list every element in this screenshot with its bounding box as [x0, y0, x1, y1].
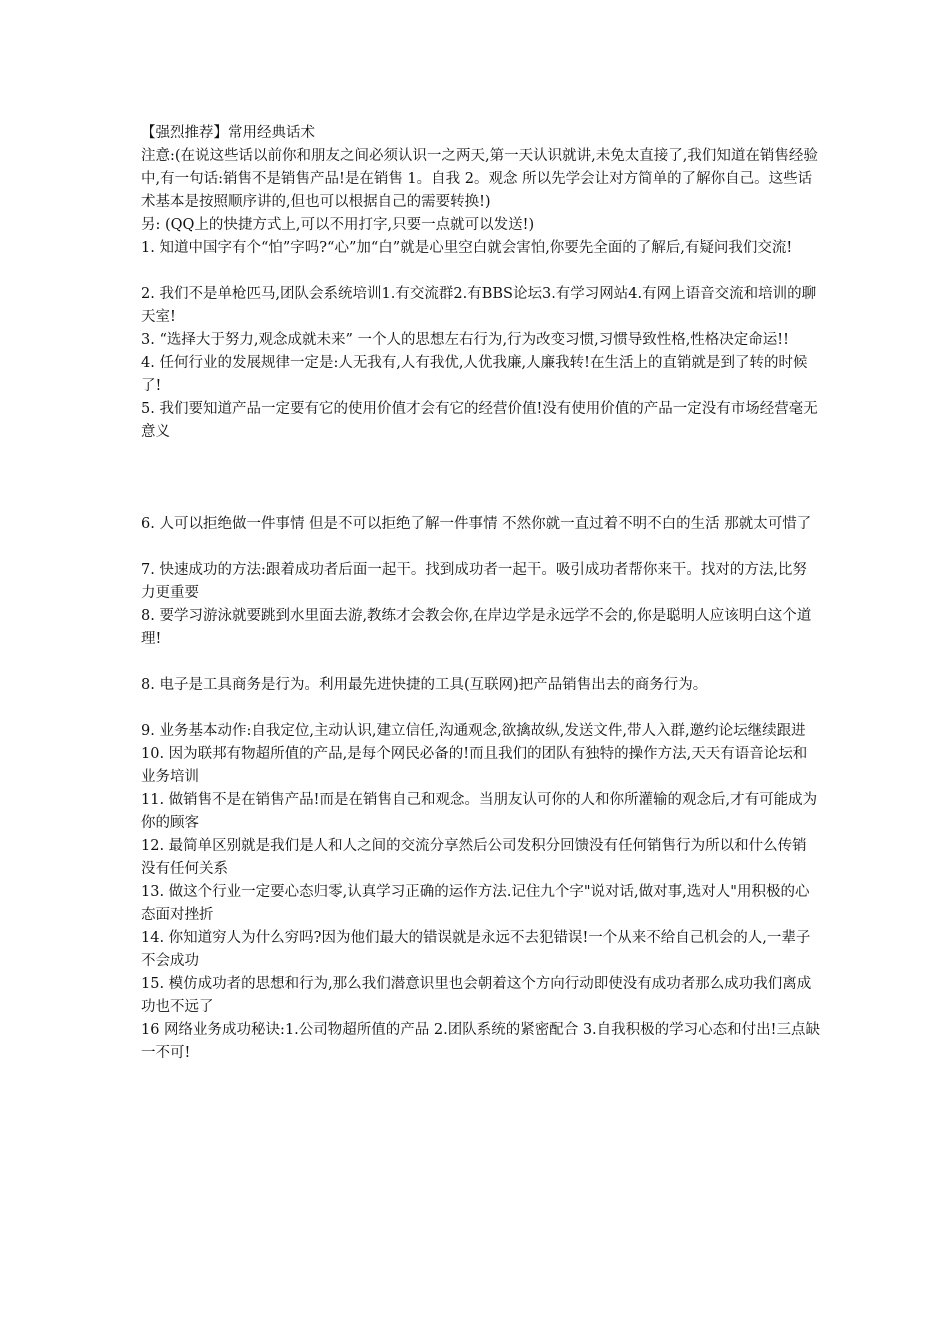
list-item: 12. 最简单区别就是我们是人和人之间的交流分享然后公司发积分回馈没有任何销售行为所以和什么传销没有任何关系 — [141, 838, 807, 877]
aside-paragraph: 另: (QQ上的快捷方式上,可以不用打字,只要一点就可以发送!) — [141, 217, 535, 233]
paragraph-spacer — [141, 697, 821, 720]
document-body — [141, 122, 821, 1065]
list-item: 9. 业务基本动作:自我定位,主动认识,建立信任,沟通观念,欲擒故纵,发送文件,带人入群,邀约论坛继续跟进 — [141, 723, 806, 739]
list-item: 5. 我们要知道产品一定要有它的使用价值才会有它的经营价值!没有使用价值的产品一定没有市场经营毫无意义 — [141, 401, 818, 440]
list-item: 16 网络业务成功秘诀:1.公司物超所值的产品 2.团队系统的紧密配合 3.自我积极的学习心态和付出!三点缺一不可! — [141, 1022, 820, 1061]
paragraph-spacer — [141, 260, 821, 283]
list-item: 1. 知道中国字有个“怕”字吗?“心”加“白”就是心里空白就会害怕,你要先全面的了解后,有疑问我们交流! — [141, 240, 793, 256]
paragraph-spacer — [141, 490, 821, 513]
list-item: 15. 模仿成功者的思想和行为,那么我们潜意识里也会朝着这个方向行动即使没有成功者那么成功我们离成功也不远了 — [141, 976, 812, 1015]
note-paragraph: 注意:(在说这些话以前你和朋友之间必须认识一之两天,第一天认识就讲,未免太直接了,我们知道在销售经验中,有一句话:销售不是销售产品!是在销售 1。自我 2。观念 所以先学会让对方简单的了解你自己。这些话术基本是按照顺序讲的,但也可以根据自己的需要转换!) — [141, 148, 818, 210]
list-item: 6. 人可以拒绝做一件事情 但是不可以拒绝了解一件事情 不然你就一直过着不明不白的生活 那就太可惜了 — [141, 516, 812, 532]
list-item: 13. 做这个行业一定要心态归零,认真学习正确的运作方法.记住九个字"说对话,做对事,选对人"用积极的心态面对挫折 — [141, 884, 810, 923]
list-item: 8. 电子是工具商务是行为。利用最先进快捷的工具(互联网)把产品销售出去的商务行为。 — [141, 677, 708, 693]
list-item: 4. 任何行业的发展规律一定是:人无我有,人有我优,人优我廉,人廉我转!在生活上的直销就是到了转的时候了! — [141, 355, 808, 394]
paragraph-spacer — [141, 651, 821, 674]
list-item: 11. 做销售不是在销售产品!而是在销售自己和观念。当朋友认可你的人和你所灌输的观念后,才有可能成为你的顾客 — [141, 792, 818, 831]
list-item: 3. “选择大于努力,观念成就未来” 一个人的思想左右行为,行为改变习惯,习惯导致性格,性格决定命运!! — [141, 332, 789, 348]
list-item: 10. 因为联邦有物超所值的产品,是每个网民必备的!而且我们的团队有独特的操作方法,天天有语音论坛和业务培训 — [141, 746, 808, 785]
paragraph-spacer — [141, 444, 821, 490]
list-item: 7. 快速成功的方法:跟着成功者后面一起干。找到成功者一起干。吸引成功者帮你来干。找对的方法,比努力更重要 — [141, 562, 807, 601]
list-item: 8. 要学习游泳就要跳到水里面去游,教练才会教会你,在岸边学是永远学不会的,你是聪明人应该明白这个道理! — [141, 608, 812, 647]
paragraph-spacer — [141, 536, 821, 559]
list-item: 2. 我们不是单枪匹马,团队会系统培训1.有交流群2.有BBS论坛3.有学习网站4.有网上语音交流和培训的聊天室! — [141, 286, 817, 325]
list-item: 14. 你知道穷人为什么穷吗?因为他们最大的错误就是永远不去犯错误!一个从来不给自己机会的人,一辈子不会成功 — [141, 930, 811, 969]
document-title: 【强烈推荐】常用经典话术 — [141, 125, 315, 141]
